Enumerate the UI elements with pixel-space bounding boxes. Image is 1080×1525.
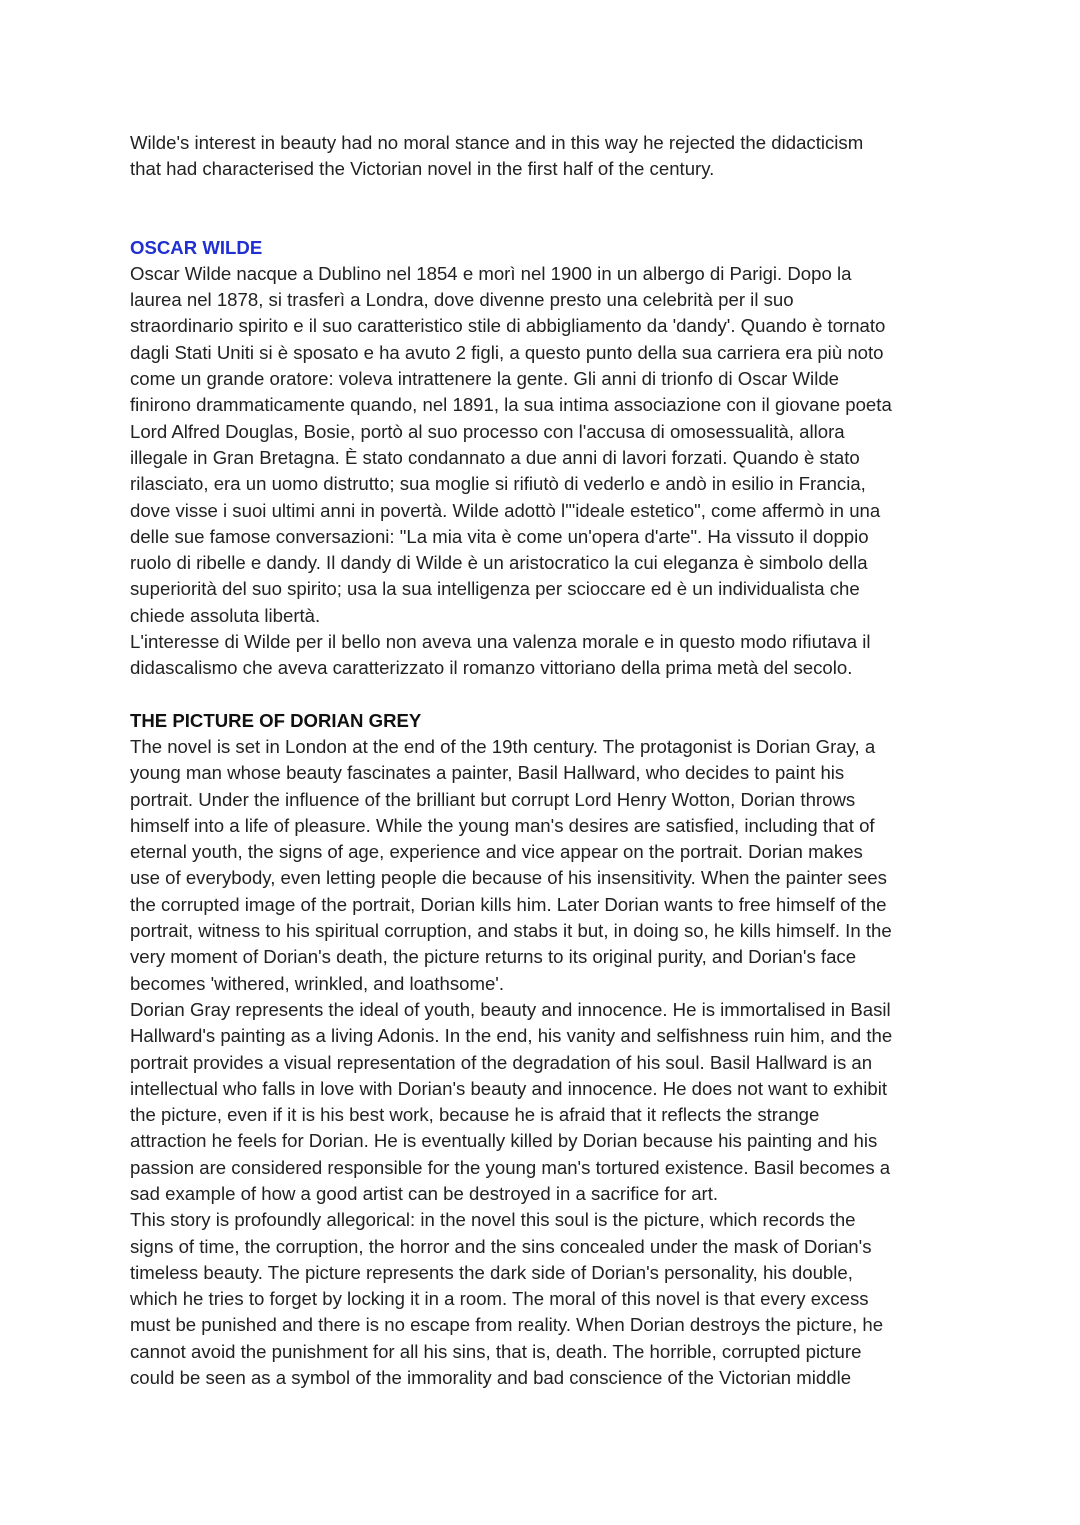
dorian-paragraph-1: The novel is set in London at the end of the 19th century. The protagonist is Dorian Gray, a young man whose beauty fascinates a painter, Basil Hallward, who decides to paint his portrait. Under the influence of the brilliant but corrupt Lord Henry Wotton, Dorian throws himself into a life of pleasure. While the young man's desires are satisfied, including that of eternal youth, the signs of age, experience and vice appear on the portrait. Dorian makes use of everybody, even letting people die because of his insensitivity. When the painter sees the corrupted image of the portrait, Dorian kills him. Later Dorian wants to free himself of the portrait, witness to his spiritual corruption, and stabs it but, in doing so, he kills himself. In the very moment of Dorian's death, the picture returns to its original purity, and Dorian's face becomes 'withered, wrinkled, and loathsome'. bbox=[130, 735, 892, 994]
dorian-paragraph-3: This story is profoundly allegorical: in the novel this soul is the picture, which records the signs of time, the corruption, the horror and the sins concealed under the mask of Dorian's timeless beauty. The picture represents the dark side of Dorian's personality, his double, which he tries to forget by locking it in a room. The moral of this novel is that every excess must be punished and there is no escape from reality. When Dorian destroys the picture, he cannot avoid the punishment for all his sins, that is, death. The horrible, corrupted picture could be seen as a symbol of the immorality and bad conscience of the Victorian middle bbox=[130, 1209, 884, 1389]
oscar-wilde-heading: OSCAR WILDE bbox=[130, 236, 263, 258]
intro-paragraph: Wilde's interest in beauty had no moral stance and in this way he rejected the didacticism that had characterised the Victorian novel in the first half of the century. bbox=[130, 132, 864, 180]
oscar-wilde-paragraph-2: L'interesse di Wilde per il bello non aveva una valenza morale e in questo modo rifiutava il didascalismo che aveva caratterizzato il romanzo vittoriano della prima metà del secolo. bbox=[130, 631, 871, 679]
section-spacer bbox=[130, 183, 955, 235]
document-page bbox=[130, 130, 955, 1391]
oscar-wilde-paragraph-1: Oscar Wilde nacque a Dublino nel 1854 e morì nel 1900 in un albergo di Parigi. Dopo la laurea nel 1878, si trasferì a Londra, dove divenne presto una celebrità per il suo straordinario spirito e il suo caratteristico stile di abbigliamento da 'dandy'. Quando è tornato dagli Stati Uniti si è sposato e ha avuto 2 figli, a questo punto della sua carriera era più noto come un grande oratore: voleva intrattenere la gente. Gli anni di trionfo di Oscar Wilde finirono drammaticamente quando, nel 1891, la sua intima associazione con il giovane poeta Lord Alfred Douglas, Bosie, portò al suo processo con l'accusa di omosessualità, allora illegale in Gran Bretagna. È stato condannato a due anni di lavori forzati. Quando è stato rilasciato, era un uomo distrutto; sua moglie si rifiutò di vederlo e andò in esilio in Francia, dove visse i suoi ultimi anni in povertà. Wilde adottò l'"ideale estetico", come affermò in una delle sue famose conversazioni: "La mia vita è come un'opera d'arte". Ha vissuto il doppio ruolo di ribelle e dandy. Il dandy di Wilde è un aristocratico la cui eleganza è simbolo della superiorità del suo spirito; usa la sua intelligenza per scioccare ed è un individualista che chiede assoluta libertà. bbox=[130, 262, 892, 626]
section-spacer bbox=[130, 682, 955, 708]
dorian-heading: THE PICTURE OF DORIAN GREY bbox=[130, 709, 422, 731]
dorian-paragraph-2: Dorian Gray represents the ideal of youth, beauty and innocence. He is immortalised in Basil Hallward's painting as a living Adonis. In the end, his vanity and selfishness ruin him, and the portrait provides a visual representation of the degradation of his soul. Basil Hallward is an intellectual who falls in love with Dorian's beauty and innocence. He does not want to exhibit the picture, even if it is his best work, because he is afraid that it reflects the strange attraction he feels for Dorian. He is eventually killed by Dorian because his painting and his passion are considered responsible for the young man's tortured existence. Basil becomes a sad example of how a good artist can be destroyed in a sacrifice for art. bbox=[130, 998, 893, 1204]
